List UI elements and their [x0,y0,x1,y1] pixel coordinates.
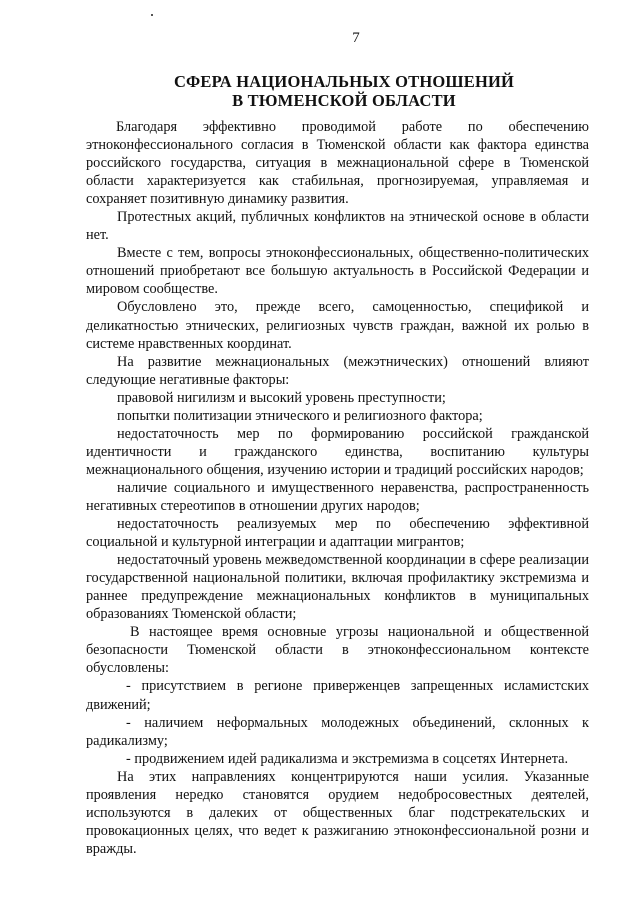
page-title [88,72,600,110]
paragraph: В настоящее время основные угрозы национальной и общественной безопасности Тюменской области в этноконфессиональном контексте обусловлены: [86,624,589,677]
list-item-factor: недостаточность реализуемых мер по обеспечению эффективной социальной и культурной интеграции и адаптации мигрантов; [86,516,589,551]
document-body [86,118,589,858]
paragraph: Протестных акций, публичных конфликтов на этнической основе в области нет. [86,209,589,244]
list-item-factor: недостаточный уровень межведомственной координации в сфере реализации государственной национальной политики, включая профилактику экстремизма и раннее предупреждение межнациональных конфликтов в муниципальных образованиях Тюменской области; [86,552,589,623]
title-line-1: СФЕРА НАЦИОНАЛЬНЫХ ОТНОШЕНИЙ [173,72,515,91]
list-item-threat: - наличием неформальных молодежных объединений, склонных к радикализму; [86,714,589,749]
list-item-factor: правовой нигилизм и высокий уровень преступности; [117,389,446,406]
list-item-threat: - присутствием в регионе приверженцев запрещенных исламистских движений; [86,678,589,713]
paragraph: На развитие межнациональных (межэтнических) отношений влияют следующие негативные факторы: [86,353,589,388]
paragraph: Вместе с тем, вопросы этноконфессиональных, общественно-политических отношений приобретают все большую актуальность в Российской Федерации и мировом сообществе. [86,245,589,298]
list-item-factor: недостаточность мер по формированию российской гражданской идентичности и гражданского единства, воспитанию культуры межнационального общения, изучению истории и традиций российских народов; [86,425,589,478]
paragraph: На этих направлениях концентрируются наши усилия. Указанные проявления нередко становятся орудием недобросовестных деятелей, используются в далеких от общественных благ подстрекательских и провокационных целях, что ведет к разжиганию этноконфессиональной розни и вражды. [86,768,589,857]
paragraph: Благодаря эффективно проводимой работе по обеспечению этноконфессионального согласия в Тюменской области как фактора единства российского государства, ситуация в межнациональной сфере в Тюменской области характеризуется как стабильная, прогнозируемая, управляемая и сохраняет позитивную динамику развития. [86,119,589,208]
paragraph: Обусловлено это, прежде всего, самоценностью, спецификой и деликатностью этнических, религиозных чувств граждан, важной их ролью в системе нравственных координат. [86,299,589,352]
page-number: 7 [352,30,360,46]
list-item-factor: наличие социального и имущественного неравенства, распространенность негативных стереотипов в отношении других народов; [86,479,589,514]
title-line-2: В ТЮМЕНСКОЙ ОБЛАСТИ [232,91,456,110]
scan-speck [151,14,153,16]
list-item-factor: попытки политизации этнического и религиозного фактора; [117,407,483,424]
list-item-threat: - продвижением идей радикализма и экстремизма в соцсетях Интернета. [126,750,569,767]
